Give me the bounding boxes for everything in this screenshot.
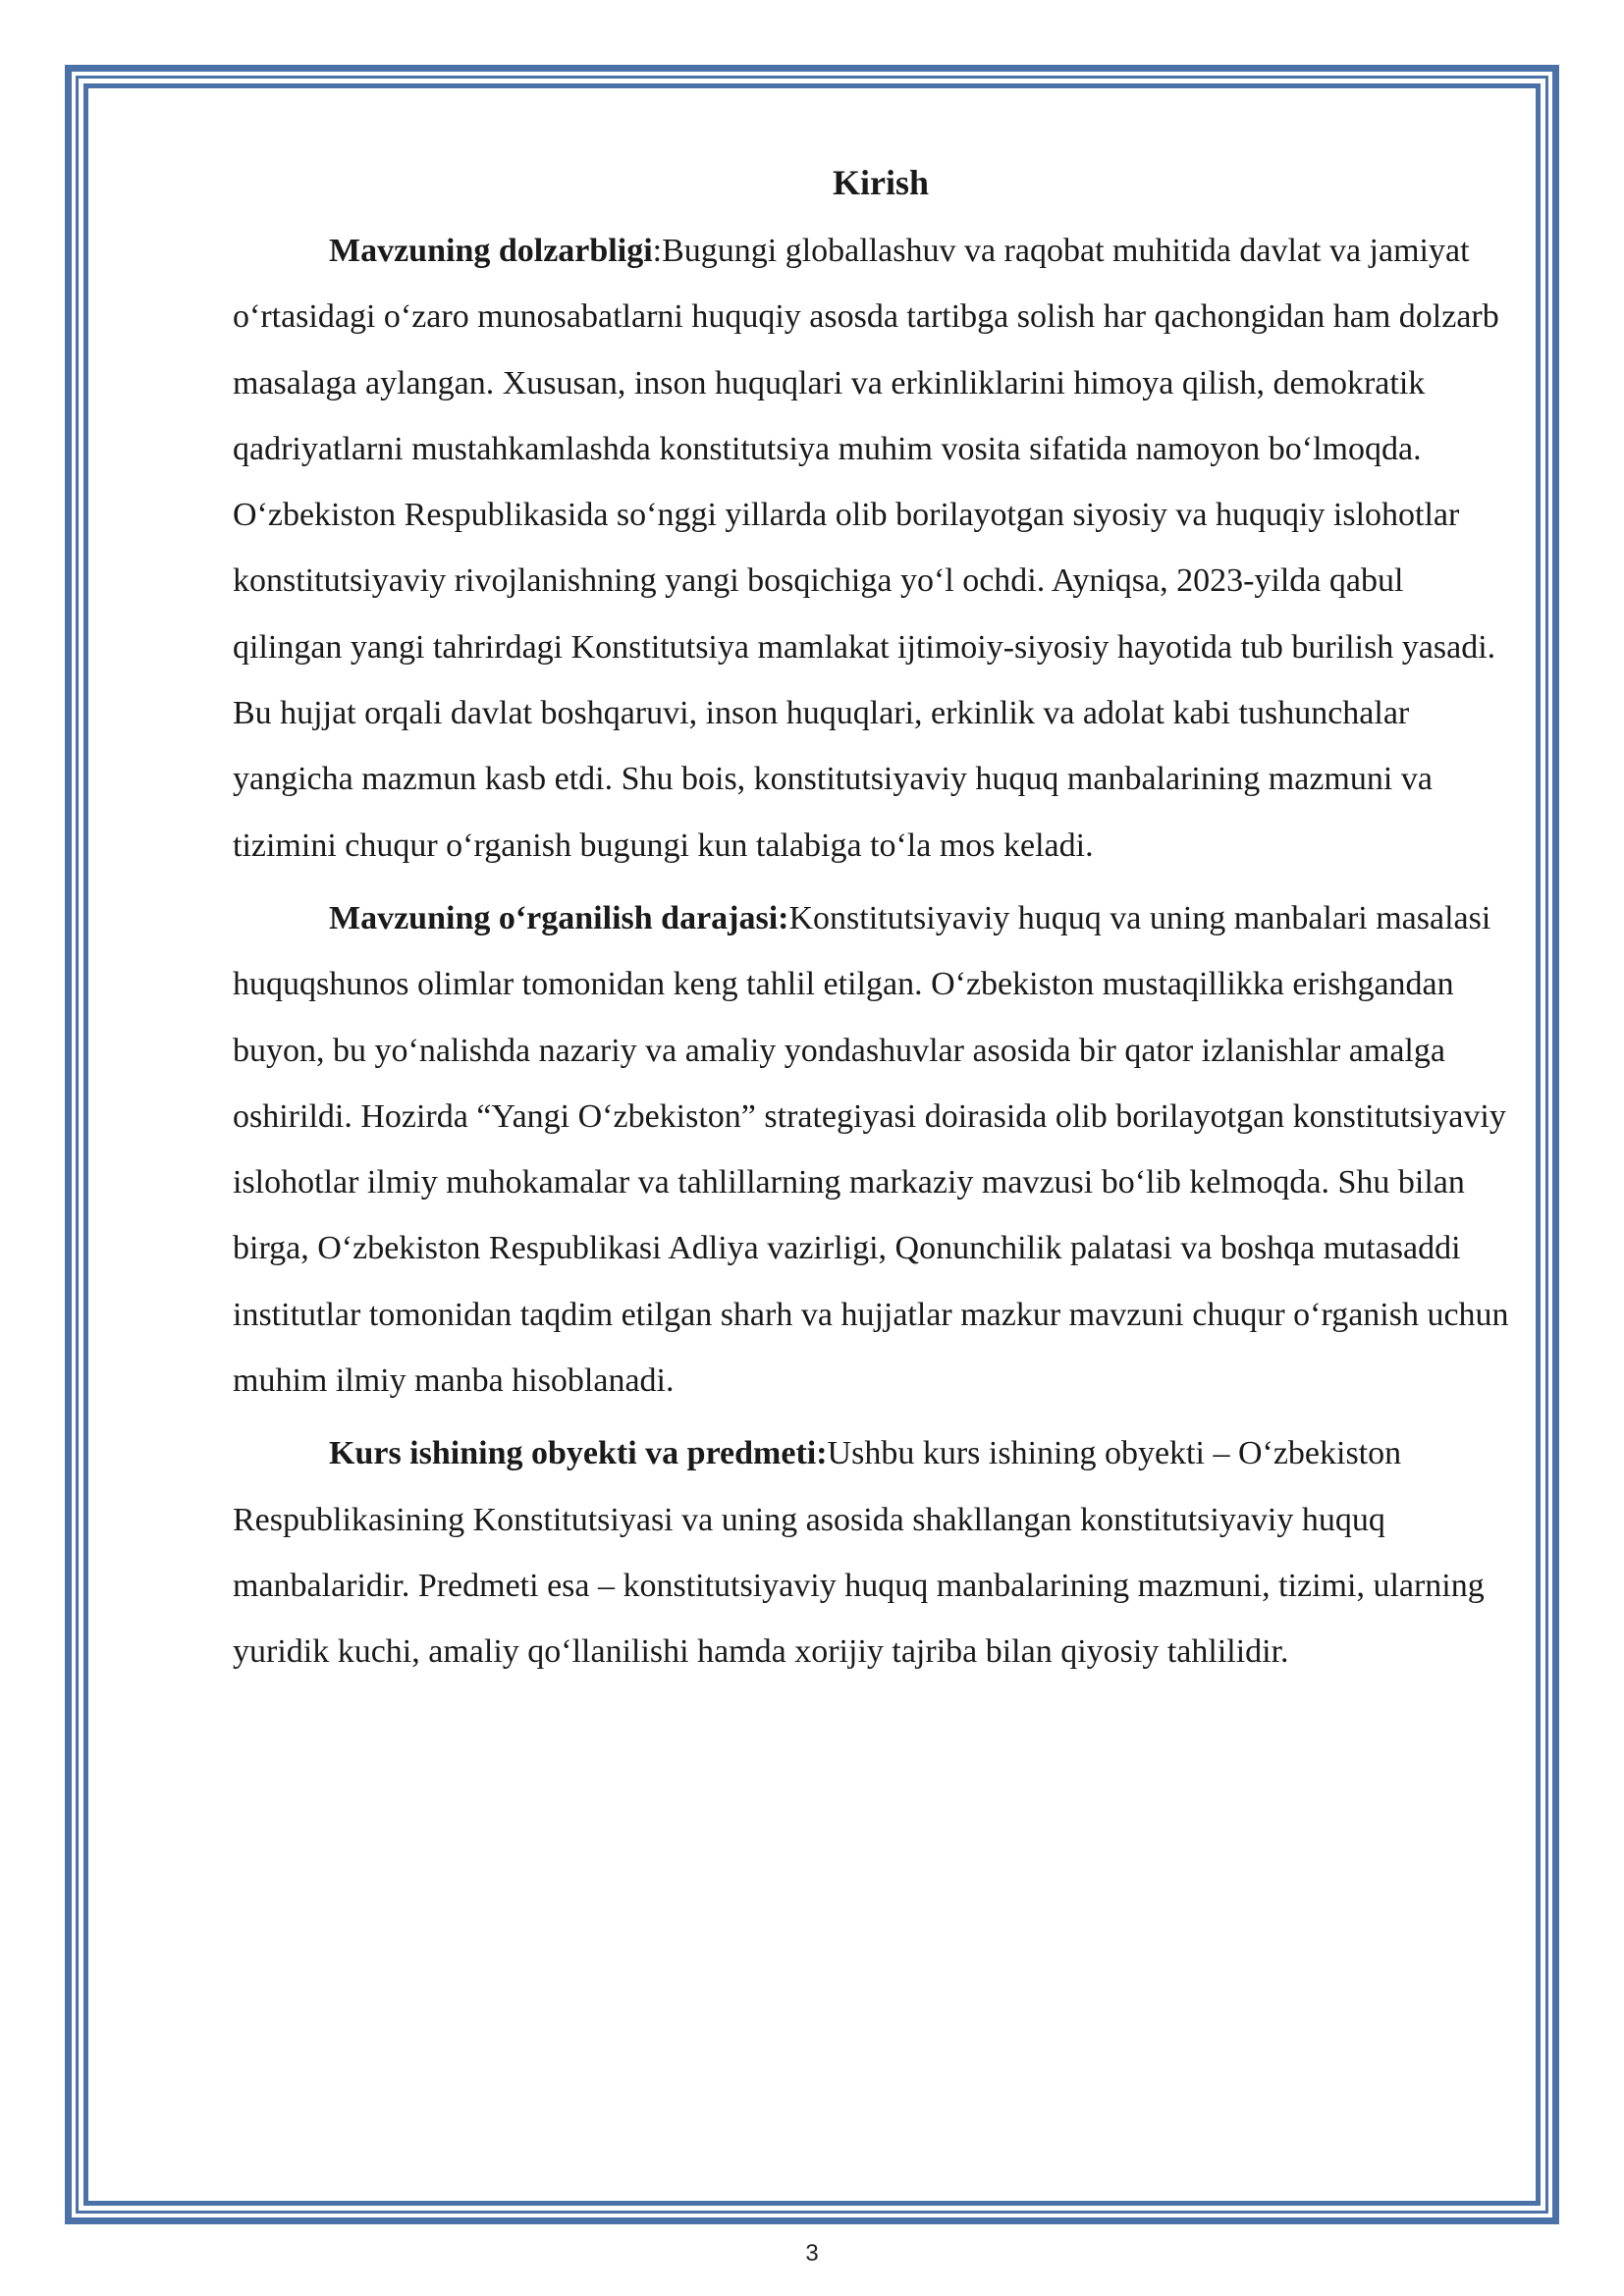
section-separator: : [652,233,663,269]
section-text: Bugungi globallashuv va raqobat muhitida davlat va jamiyat o‘rtasidagi o‘zaro munosabatlarni huquqiy asosda tartibga solish har qachongidan ham dolzarb masalaga aylangan. Xususan, inson huquqlari va erkinliklarini himoya qilish, demokratik qadriyatlarni mustahkamlashda konstitutsiya muhim vosita sifatida namoyon bo‘lmoqda. O‘zbekiston Respublikasida so‘nggi yillarda olib borilayotgan siyosiy va huquqiy islohotlar konstitutsiyaviy rivojlanishning yangi bosqichiga yo‘l ochdi. Ayniqsa, 2023-yilda qabul qilingan yangi tahrirdagi Konstitutsiya mamlakat ijtimoiy-siyosiy hayotida tub burilish yasadi. Bu hujjat orqali davlat boshqaruvi, inson huquqlari, erkinlik va adolat kabi tushunchalar yangicha mazmun kasb etdi. Shu bois, konstitutsiyaviy huquq manbalarining mazmuni va tizimini chuqur o‘rganish bugungi kun talabiga to‘la mos keladi. [233,233,1499,864]
section-heading: Mavzuning o‘rganilish darajasi: [329,899,789,936]
section-object-subject [233,1420,1509,1684]
page-content [233,155,1509,1692]
section-study-level [233,885,1509,1414]
section-text: Ushbu kurs ishining obyekti – O‘zbekiston Respublikasining Konstitutsiyasi va uning asosida shakllangan konstitutsiyaviy huquq manbalaridir. Predmeti esa – konstitutsiyaviy huquq manbalarining mazmuni, tizimi, ularning yuridik kuchi, amaliy qo‘llanilishi hamda xorijiy tajriba bilan qiyosiy tahlilidir. [233,1435,1485,1671]
page-number: 3 [805,2240,819,2267]
section-relevance [233,218,1509,879]
section-text: Konstitutsiyaviy huquq va uning manbalari masalasi huquqshunos olimlar tomonidan keng tahlil etilgan. O‘zbekiston mustaqillikka erishgandan buyon, bu yo‘nalishda nazariy va amaliy yondashuvlar asosida bir qator izlanishlar amalga oshirildi. Hozirda “Yangi O‘zbekiston” strategiyasi doirasida olib borilayotgan konstitutsiyaviy islohotlar ilmiy muhokamalar va tahlillarning markaziy mavzusi bo‘lib kelmoqda. Shu bilan birga, O‘zbekiston Respublikasi Adliya vazirligi, Qonunchilik palatasi va boshqa mutasaddi institutlar tomonidan taqdim etilgan sharh va hujjatlar mazkur mavzuni chuqur o‘rganish uchun muhim ilmiy manba hisoblanadi. [233,899,1509,1400]
page-title: Kirish [832,163,929,202]
section-heading: Kurs ishining obyekti va predmeti: [329,1435,828,1472]
section-heading: Mavzuning dolzarbligi [329,233,653,269]
